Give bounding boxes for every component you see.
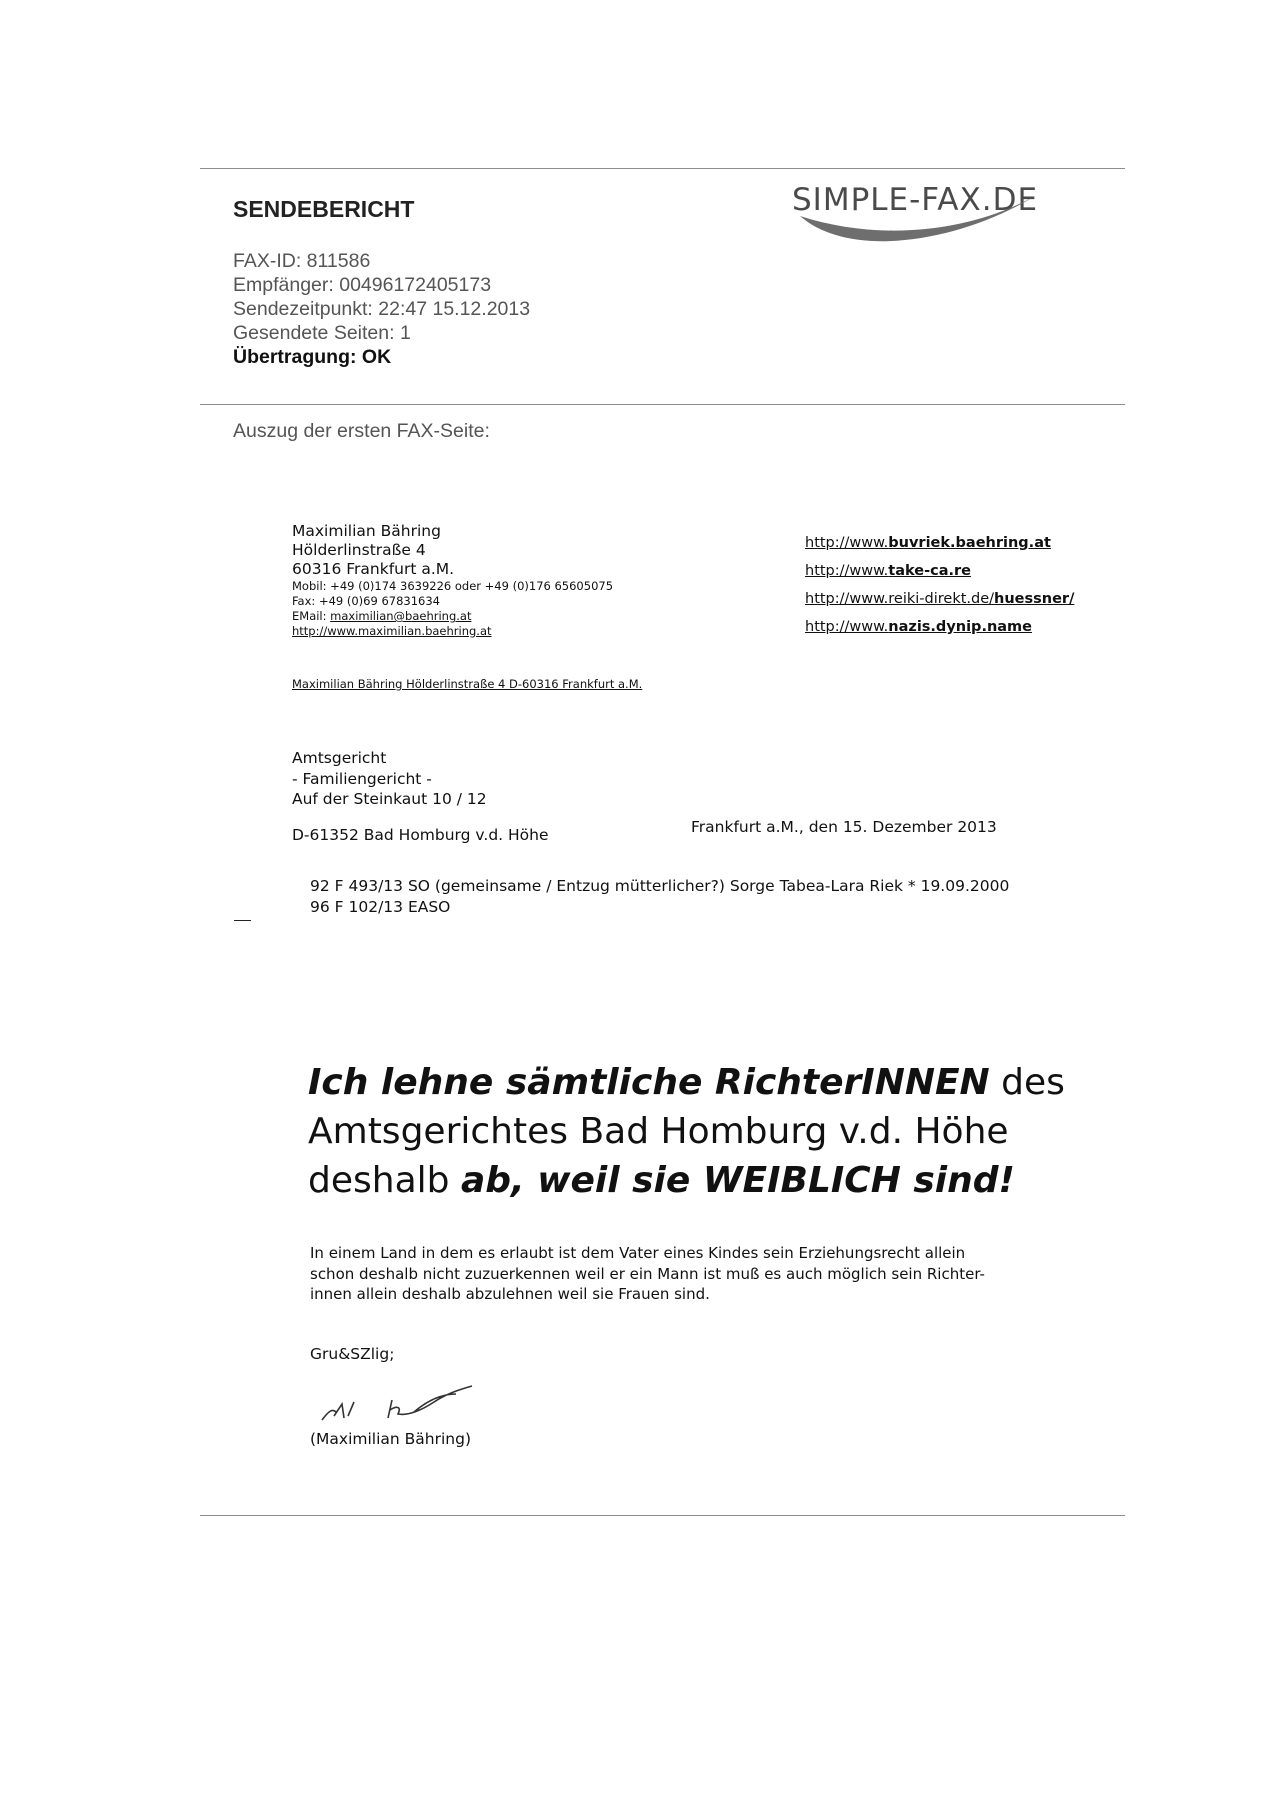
link-take-ca[interactable]: http://www.take-ca.re — [805, 563, 971, 579]
body-paragraph: In einem Land in dem es erlaubt ist dem Vater eines Kindes sein Erziehungsrecht allein schon deshalb nicht zuzuerkennen weil er ein Mann ist muß es auch möglich sein Richter-innen allein deshalb abzulehnen weil sie Frauen sind. — [310, 1244, 985, 1303]
sender-block — [292, 522, 613, 639]
sender-street: Hölderlinstraße 4 — [292, 541, 426, 559]
recipient-line-1: Amtsgericht — [292, 749, 387, 767]
reference-line-2: 96 F 102/13 EASO — [310, 898, 451, 916]
logo-text: SIMPLE-FAX.DE — [792, 182, 1039, 218]
recipient-block — [292, 748, 487, 810]
recipient-city: D-61352 Bad Homburg v.d. Höhe — [292, 826, 549, 844]
headline — [308, 1058, 1065, 1205]
sender-email[interactable]: maximilian@baehring.at — [330, 609, 472, 623]
bottom-rule — [200, 1515, 1125, 1516]
simple-fax-logo — [790, 180, 1120, 260]
sender-email-label: EMail: — [292, 609, 331, 623]
excerpt-label: Auszug der ersten FAX-Seite: — [233, 420, 490, 442]
sender-web[interactable]: http://www.maximilian.baehring.at — [292, 624, 492, 638]
link-reiki-direkt[interactable]: http://www.reiki-direkt.de/huessner/ — [805, 591, 1075, 607]
headline-line-3: deshalb ab, weil sie WEIBLICH sind! — [308, 1160, 1015, 1201]
sender-mobile: Mobil: +49 (0)174 3639226 oder +49 (0)176 65605075 — [292, 579, 614, 593]
pages-sent: Gesendete Seiten: 1 — [233, 322, 411, 344]
link-list — [805, 529, 1074, 641]
top-rule — [200, 168, 1125, 169]
header-bottom-rule — [200, 404, 1125, 405]
signature-name: (Maximilian Bähring) — [310, 1430, 472, 1448]
greeting: Gru&SZlig; — [310, 1345, 395, 1363]
headline-line-2: Amtsgerichtes Bad Homburg v.d. Höhe — [308, 1111, 1009, 1152]
handwritten-signature — [318, 1372, 498, 1432]
sender-city: 60316 Frankfurt a.M. — [292, 560, 455, 578]
recipient-number: Empfänger: 00496172405173 — [233, 274, 492, 296]
sender-email-line — [292, 609, 613, 624]
references — [310, 876, 1009, 918]
dateline: Frankfurt a.M., den 15. Dezember 2013 — [691, 818, 997, 836]
recipient-line-2: - Familiengericht - — [292, 769, 432, 788]
fold-mark — [234, 920, 251, 921]
sender-fax: Fax: +49 (0)69 67831634 — [292, 594, 440, 608]
sender-name: Maximilian Bähring — [292, 522, 441, 540]
link-buvriek[interactable]: http://www.buvriek.baehring.at — [805, 535, 1051, 551]
headline-line-1: Ich lehne sämtliche RichterINNEN des — [308, 1062, 1065, 1103]
report-title: SENDEBERICHT — [233, 196, 415, 222]
transmission-status: Übertragung: OK — [233, 346, 392, 368]
recipient-line-3: Auf der Steinkaut 10 / 12 — [292, 790, 487, 808]
report-meta — [233, 249, 530, 369]
link-nazis-dynip[interactable]: http://www.nazis.dynip.name — [805, 619, 1032, 635]
fax-id: FAX-ID: 811586 — [233, 250, 371, 272]
send-time: Sendezeitpunkt: 22:47 15.12.2013 — [233, 298, 531, 320]
return-address-line: Maximilian Bähring Hölderlinstraße 4 D-60316 Frankfurt a.M. — [292, 677, 643, 691]
reference-line-1: 92 F 493/13 SO (gemeinsame / Entzug mütterlicher?) Sorge Tabea-Lara Riek * 19.09.2000 — [310, 877, 1010, 895]
